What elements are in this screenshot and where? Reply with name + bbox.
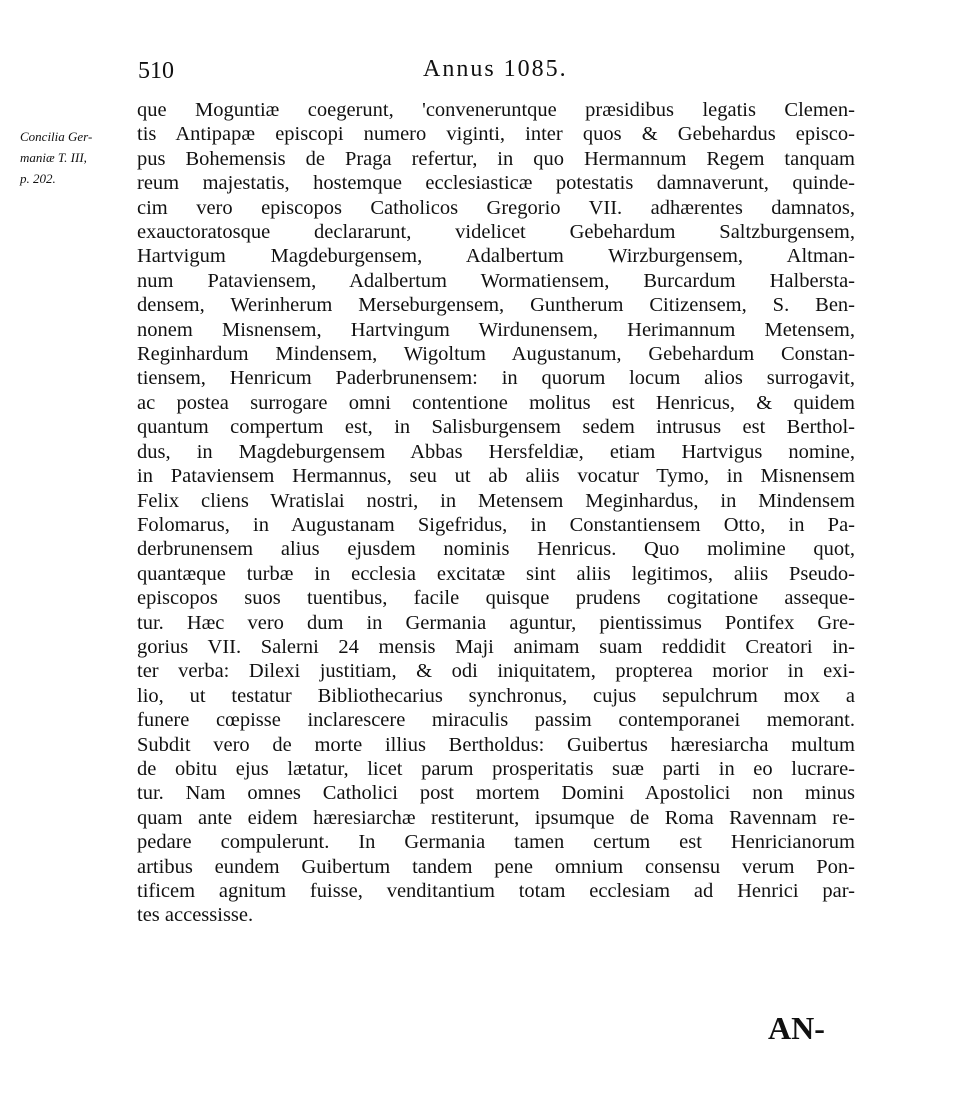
text-line: tificem agnitum fuisse, venditantium totam ecclesiam ad Henrici par- — [137, 880, 855, 902]
text-line: de obitu ejus lætatur, licet parum prosperitatis suæ parti in eo lucrare- — [137, 757, 855, 780]
text-line: quantæque turbæ in ecclesia excitatæ sint aliis legitimos, aliis Pseudo- — [137, 562, 855, 585]
margin-note-line: Concilia Ger- — [20, 129, 93, 144]
text-line: tis Antipapæ episcopi numero viginti, inter quos & Gebehardus episco- — [137, 123, 855, 146]
text-line: tur. Nam omnes Catholici post mortem Domini Apostolici non minus — [137, 782, 855, 805]
text-line: quam ante eidem hæresiarchæ restiterunt, ipsumque de Roma Ravennam re- — [137, 806, 855, 829]
text-line: pus Bohemensis de Praga refertur, in quo Hermannum Regem tanquam — [137, 147, 855, 170]
margin-note-line: maniæ T. III, — [20, 150, 87, 165]
text-line: ter verba: Dilexi justitiam, & odi iniquitatem, propterea morior in exi- — [137, 660, 855, 683]
margin-note-line: p. 202. — [20, 171, 56, 186]
text-line: quantum compertum est, in Salisburgensem sedem intrusus est Berthol- — [137, 416, 855, 439]
text-line: pedare compulerunt. In Germania tamen certum est Henricianorum — [137, 831, 855, 854]
text-line: funere cœpisse inclarescere miraculis passim contemporanei memorant. — [137, 709, 855, 732]
text-line: tur. Hæc vero dum in Germania aguntur, pientissimus Pontifex Gre- — [137, 611, 855, 634]
text-line: que Moguntiæ coegerunt, 'conveneruntque præsidibus legatis Clemen- — [137, 99, 855, 121]
text-line: in Pataviensem Hermannus, seu ut ab aliis vocatur Tymo, in Misnensem — [137, 465, 855, 488]
text-line: episcopos suos tuentibus, facile quisque prudens cogitatione asseque- — [137, 587, 855, 610]
text-line: artibus eundem Guibertum tandem pene omnium consensu verum Pon- — [137, 855, 855, 878]
text-line: densem, Werinherum Merseburgensem, Guntherum Citizensem, S. Ben- — [137, 294, 855, 317]
text-line: nonem Misnensem, Hartvingum Wirdunensem, Herimannum Metensem, — [137, 318, 855, 341]
text-line: cim vero episcopos Catholicos Gregorio VII. adhærentes damnatos, — [137, 196, 855, 219]
text-line: exauctoratosque declararunt, videlicet Gebehardum Saltzburgensem, — [137, 221, 855, 244]
text-line: reum majestatis, hostemque ecclesiasticæ potestatis damnaverunt, quinde- — [137, 172, 855, 195]
body-text — [137, 98, 855, 928]
text-line: Felix cliens Wratislai nostri, in Metensem Meginhardus, in Mindensem — [137, 489, 855, 512]
text-line: tiensem, Henricum Paderbrunensem: in quorum locum alios surrogavit, — [137, 367, 855, 390]
text-line: Reginhardum Mindensem, Wigoltum Augustanum, Gebehardum Constan- — [137, 343, 855, 366]
margin-note — [20, 126, 140, 189]
text-line: Hartvigum Magdeburgensem, Adalbertum Wirzburgensem, Altman- — [137, 245, 855, 268]
text-line: derbrunensem alius ejusdem nominis Henricus. Quo molimine quot, — [137, 538, 855, 561]
text-line: Subdit vero de morte illius Bertholdus: Guibertus hæresiarcha multum — [137, 733, 855, 756]
text-line: ac postea surrogare omni contentione molitus est Henricus, & quidem — [137, 391, 855, 414]
text-line: num Pataviensem, Adalbertum Wormatiensem, Burcardum Halbersta- — [137, 269, 855, 292]
page-number: 510 — [138, 58, 174, 84]
text-line: lio, ut testatur Bibliothecarius synchronus, cujus sepulchrum mox a — [137, 684, 855, 707]
text-line: gorius VII. Salerni 24 mensis Maji animam suam reddidit Creatori in- — [137, 635, 855, 658]
text-line: tes accessisse. — [137, 904, 254, 927]
text-line: dus, in Magdeburgensem Abbas Hersfeldiæ, etiam Hartvigus nomine, — [137, 440, 855, 463]
running-title: Annus 1085. — [423, 56, 568, 82]
catchword: AN- — [768, 1010, 825, 1046]
text-line: Folomarus, in Augustanam Sigefridus, in Constantiensem Otto, in Pa- — [137, 513, 855, 536]
